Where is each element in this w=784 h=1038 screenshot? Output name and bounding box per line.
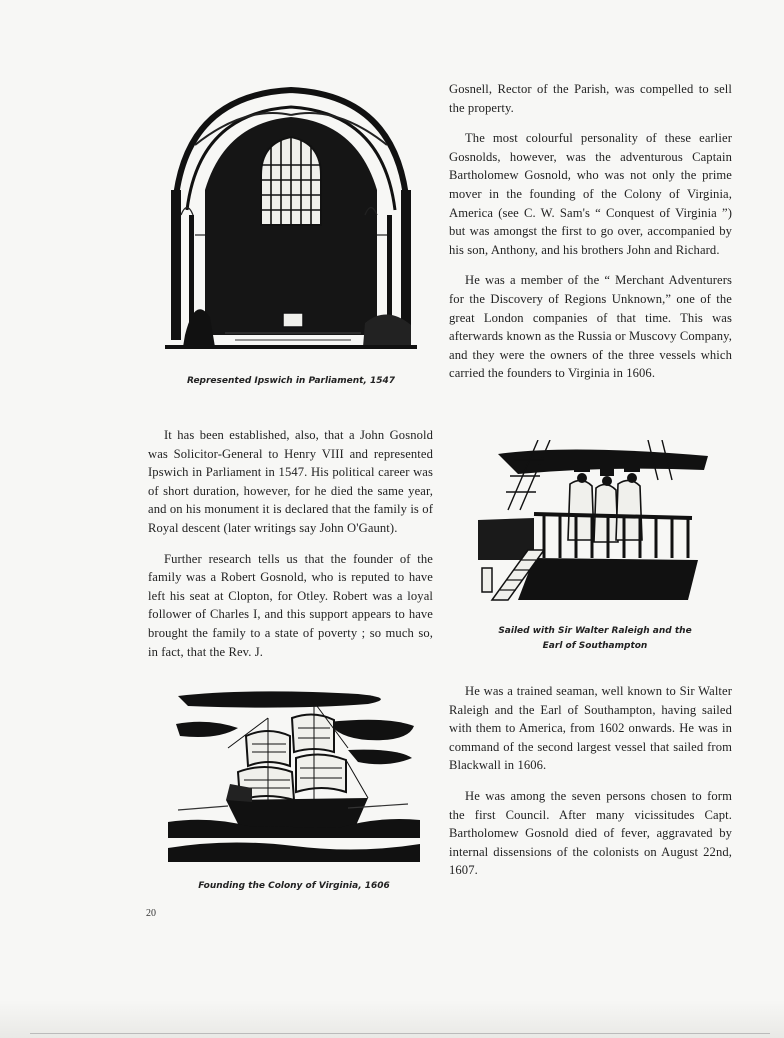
left-column — [148, 426, 433, 661]
paragraph-merchant-adventurers: He was a member of the “ Merchant Adventurers for the Discovery of Regions Unknown,” one of the great London companies of that time. This was afterwards known as the Russia or Muscovy Company, and they were the owners of the three vessels which carried the founders to Virginia in 1606. — [449, 273, 732, 381]
ship-illustration — [168, 688, 420, 866]
church-interior-illustration — [165, 85, 417, 357]
deck-caption — [470, 624, 720, 654]
ship-deck-illustration — [478, 440, 714, 604]
deck-caption-line-1: Sailed with Sir Walter Raleigh and the — [498, 626, 692, 636]
right-column-bottom — [449, 682, 732, 880]
paragraph-captain-bartholomew: The most colourful personality of these earlier Gosnolds, however, was the adventurous Captain Bartholomew Gosnold, who was not only the prime mover in the founding of the Colony of Virginia, America (see C. W. Sam's “ Conquest of Virginia ”) but was amongst the first to go over, accompanied by his son, Anthony, and his brothers John and Richard. — [449, 131, 732, 257]
paragraph-rector-gosnell: Gosnell, Rector of the Parish, was compelled to sell the property. — [449, 82, 732, 115]
deck-caption-line-2: Earl of Southampton — [542, 641, 648, 651]
paragraph-solicitor-general: It has been established, also, that a John Gosnold was Solicitor-General to Henry VIII and represented Ipswich in Parliament in 1547. His political career was of short duration, however, for he died the same year, and on his monument it is declared that the family is of Royal descent (later writings say John O'Gaunt). — [148, 428, 433, 535]
paragraph-first-council: He was among the seven persons chosen to form the first Council. After many vicissitudes Capt. Bartholomew Gosnold died of fever, aggravated by internal dissensions of the colonists on August 22nd, 1607. — [449, 788, 732, 878]
right-column-top — [449, 80, 732, 383]
ship-caption: Founding the Colony of Virginia, 1606 — [198, 881, 390, 891]
page-edge-line — [30, 1033, 770, 1034]
paragraph-trained-seaman: He was a trained seaman, well known to Sir Walter Raleigh and the Earl of Southampton, having sailed with them to America, from 1602 onwards. He was in command of the second largest vessel that sailed from Blackwall in 1606. — [449, 684, 732, 773]
page-number: 20 — [146, 908, 156, 919]
church-caption: Represented Ipswich in Parliament, 1547 — [186, 376, 396, 386]
paragraph-robert-gosnold: Further research tells us that the founder of the family was a Robert Gosnold, who is reputed to have left his seat at Clopton, for Otley. Robert was a loyal follower of Charles I, and this support appears to have brought the family to a state of poverty ; so much so, in fact, that the Rev. J. — [148, 551, 433, 659]
